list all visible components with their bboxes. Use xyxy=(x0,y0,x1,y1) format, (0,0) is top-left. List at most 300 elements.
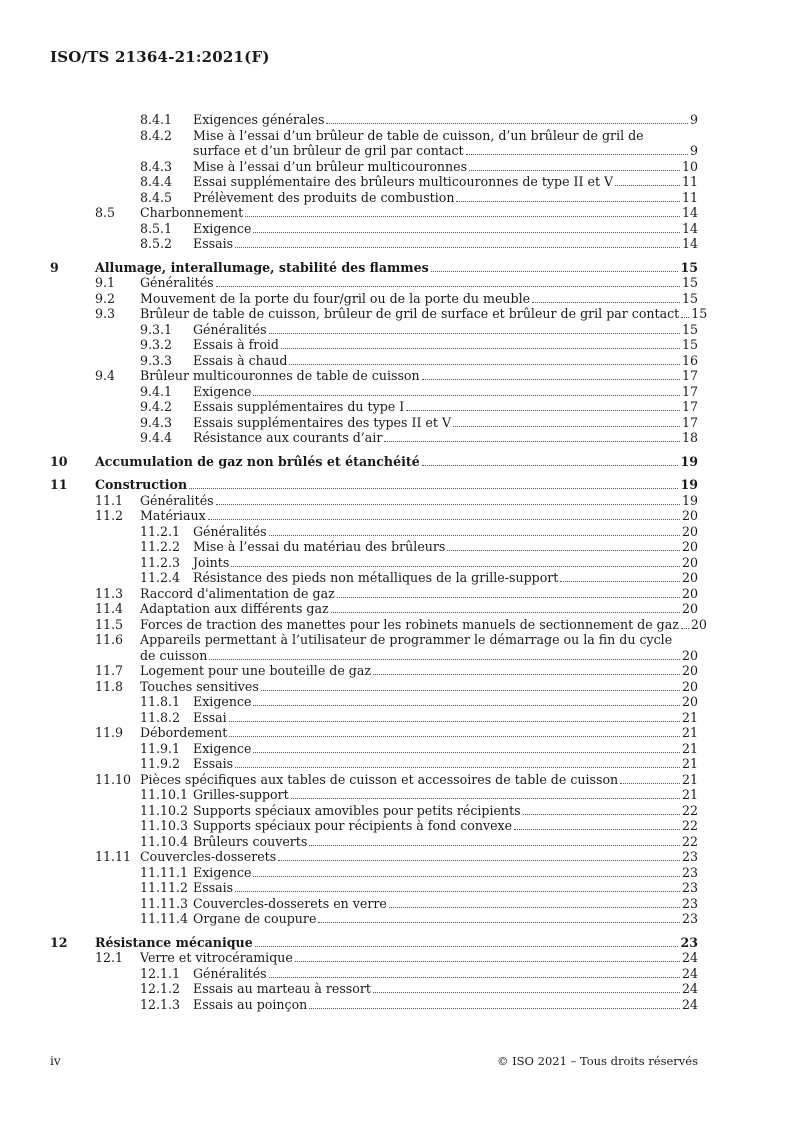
toc-entry-number: 11.10.1 xyxy=(140,787,189,802)
toc-leader-dots xyxy=(253,743,680,753)
toc-entry-number: 9.2 xyxy=(95,290,116,306)
toc-entry[interactable] xyxy=(0,880,793,896)
toc-entry-page: 21 xyxy=(681,756,698,771)
toc-entry-number: 11.5 xyxy=(95,616,124,632)
toc-entry-number: 11.6 xyxy=(95,632,124,647)
toc-entry-content xyxy=(140,306,708,322)
toc-entry-title: Accumulation de gaz non brûlés et étanchéité xyxy=(95,453,420,469)
toc-entry-content xyxy=(193,741,698,757)
toc-entry[interactable] xyxy=(0,632,793,648)
toc-entry-title: Généralités xyxy=(140,275,214,290)
toc-entry[interactable] xyxy=(0,190,793,206)
toc-entry-content xyxy=(193,555,698,571)
toc-entry-title: Essais xyxy=(193,756,234,771)
toc-entry-title: Exigence xyxy=(193,220,252,236)
toc-leader-dots xyxy=(235,882,680,892)
toc-entry-title: Supports spéciaux amovibles pour petits récipients xyxy=(193,802,521,818)
toc-leader-dots xyxy=(447,541,680,551)
toc-leader-dots xyxy=(309,836,680,846)
toc-entry-page: 20 xyxy=(681,601,698,616)
toc-entry-number: 11.8 xyxy=(95,678,124,694)
toc-entry-title: Mise à l’essai d’un brûleur multicouronnes xyxy=(193,158,468,174)
toc-entry-content xyxy=(193,966,698,982)
toc-entry[interactable] xyxy=(0,818,793,834)
toc-entry[interactable] xyxy=(0,128,793,144)
toc-entry[interactable] xyxy=(0,803,793,819)
toc-entry-content xyxy=(193,818,698,834)
toc-entry-page: 22 xyxy=(681,802,698,818)
toc-entry-content xyxy=(193,384,698,400)
toc-entry-title: Exigence xyxy=(193,864,252,880)
toc-entry-content xyxy=(193,896,698,912)
toc-leader-dots xyxy=(456,192,680,202)
toc-leader-dots xyxy=(253,223,680,233)
toc-entry[interactable] xyxy=(0,694,793,710)
toc-leader-dots xyxy=(469,161,680,171)
toc-entry-content xyxy=(140,632,698,648)
toc-entry-number: 11.10.3 xyxy=(140,818,189,833)
toc-entry-number: 11.11.3 xyxy=(140,895,189,911)
toc-leader-dots xyxy=(389,898,680,908)
toc-entry-title: Essais à chaud xyxy=(193,352,288,368)
toc-entry-page: 24 xyxy=(681,996,698,1012)
toc-entry-content xyxy=(140,950,698,966)
toc-entry[interactable] xyxy=(0,337,793,353)
toc-entry-page: 23 xyxy=(681,864,698,880)
toc-entry-content xyxy=(193,399,698,415)
toc-entry-content xyxy=(140,368,698,384)
toc-entry-content xyxy=(193,865,698,881)
toc-entry-number: 12.1.1 xyxy=(140,965,181,981)
toc-entry-page: 21 xyxy=(681,787,698,802)
toc-entry-title: Adaptation aux différents gaz xyxy=(140,601,329,616)
toc-entry-title: Généralités xyxy=(193,321,267,337)
toc-entry-content xyxy=(140,849,698,865)
toc-leader-dots xyxy=(318,913,680,923)
toc-entry-number: 9.4.1 xyxy=(140,383,173,399)
toc-entry[interactable] xyxy=(0,454,793,470)
toc-entry[interactable] xyxy=(0,586,793,602)
toc-entry[interactable] xyxy=(0,260,793,276)
toc-leader-dots xyxy=(309,999,680,1009)
toc-entry-content xyxy=(140,679,698,695)
toc-entry-page: 20 xyxy=(681,554,698,570)
toc-entry-page: 10 xyxy=(681,158,698,174)
toc-entry-content xyxy=(140,663,698,679)
toc-entry-content xyxy=(193,337,698,353)
toc-entry[interactable] xyxy=(0,205,793,221)
toc-entry-page: 18 xyxy=(681,430,698,445)
toc-leader-dots xyxy=(278,851,680,861)
toc-leader-dots xyxy=(216,277,680,287)
toc-entry-content xyxy=(193,834,698,850)
toc-entry[interactable] xyxy=(0,849,793,865)
toc-entry-page: 11 xyxy=(681,189,698,205)
toc-entry-title: Charbonnement xyxy=(140,205,244,220)
toc-entry-page: 20 xyxy=(681,523,698,539)
toc-leader-dots xyxy=(431,262,679,272)
toc-entry[interactable] xyxy=(0,174,793,190)
toc-entry-number: 11.11.1 xyxy=(140,864,189,880)
toc-entry-number: 9.1 xyxy=(95,275,116,290)
toc-entry-number: 11.11.4 xyxy=(140,911,189,926)
toc-entry-content xyxy=(193,430,698,446)
toc-entry-title: Construction xyxy=(95,477,188,492)
toc-entry-content xyxy=(95,477,698,493)
toc-entry[interactable] xyxy=(0,601,793,617)
toc-entry[interactable] xyxy=(0,508,793,524)
toc-entry-page: 15 xyxy=(681,275,698,290)
toc-leader-dots xyxy=(253,696,680,706)
toc-leader-dots xyxy=(235,758,680,768)
toc-entry-content xyxy=(193,322,698,338)
toc-entry-title: surface et d’un brûleur de gril par contact xyxy=(193,143,464,158)
toc-entry-content xyxy=(193,570,698,586)
toc-leader-dots xyxy=(681,308,689,318)
toc-entry-number: 11.7 xyxy=(95,663,124,678)
toc-entry[interactable] xyxy=(0,966,793,982)
toc-leader-dots xyxy=(189,479,678,489)
toc-entry-content xyxy=(140,275,698,291)
toc-entry[interactable] xyxy=(0,353,793,369)
toc-entry[interactable] xyxy=(0,430,793,446)
toc-leader-dots xyxy=(422,370,680,380)
toc-entry-number: 12 xyxy=(50,934,68,950)
toc-entry[interactable] xyxy=(0,384,793,400)
toc-entry-content xyxy=(140,586,698,602)
toc-entry[interactable] xyxy=(0,415,793,431)
toc-entry-page: 20 xyxy=(681,663,698,678)
toc-entry-title: Couvercles-dosserets en verre xyxy=(193,895,387,911)
toc-entry-page: 20 xyxy=(681,570,698,585)
toc-entry[interactable] xyxy=(0,865,793,881)
toc-entry-title: Essais xyxy=(193,236,234,251)
toc-entry-title: Essais supplémentaires du type I xyxy=(193,399,405,414)
toc-entry-title: Essai xyxy=(193,709,227,725)
toc-entry-page: 20 xyxy=(681,508,698,523)
toc-entry-content xyxy=(193,694,698,710)
toc-entry[interactable] xyxy=(0,950,793,966)
toc-leader-dots xyxy=(331,603,680,613)
toc-entry[interactable] xyxy=(0,663,793,679)
toc-entry-content xyxy=(193,159,698,175)
toc-leader-dots xyxy=(229,712,680,722)
toc-entry-number: 11.2 xyxy=(95,508,124,523)
toc-entry-title: Allumage, interallumage, stabilité des flammes xyxy=(95,259,429,275)
toc-leader-dots xyxy=(208,510,680,520)
toc-leader-dots xyxy=(337,588,680,598)
toc-entry[interactable] xyxy=(0,221,793,237)
toc-entry-title: Généralités xyxy=(140,492,214,508)
toc-leader-dots xyxy=(615,176,680,186)
toc-leader-dots xyxy=(620,774,680,784)
toc-entry-page: 16 xyxy=(681,352,698,368)
toc-entry-number: 8.4.3 xyxy=(140,158,173,174)
toc-entry-number: 11 xyxy=(50,477,68,492)
toc-entry-title: Résistance mécanique xyxy=(95,934,253,950)
toc-entry-page: 22 xyxy=(681,818,698,833)
toc-entry[interactable] xyxy=(0,291,793,307)
toc-entry-page: 15 xyxy=(680,259,698,275)
toc-leader-dots xyxy=(532,293,680,303)
toc-entry-content xyxy=(193,236,698,252)
toc-entry-title: Appareils permettant à l’utilisateur de programmer le démarrage ou la fin du cycle xyxy=(140,632,673,647)
toc-leader-dots xyxy=(231,557,680,567)
toc-entry-number: 9.4 xyxy=(95,368,116,383)
toc-entry-number: 9.3.2 xyxy=(140,337,173,352)
toc-entry-page: 17 xyxy=(681,399,698,414)
toc-entry-content xyxy=(140,601,698,617)
toc-leader-dots xyxy=(373,983,680,993)
toc-entry-content xyxy=(95,935,698,951)
toc-entry-title: Supports spéciaux pour récipients à fond convexe xyxy=(193,818,513,833)
toc-entry[interactable] xyxy=(0,306,793,322)
toc-entry-page: 20 xyxy=(681,694,698,709)
toc-entry-page: 15 xyxy=(681,337,698,352)
toc-entry-number: 8.4.2 xyxy=(140,127,173,143)
toc-leader-dots xyxy=(216,495,680,505)
toc-entry-title: de cuisson xyxy=(140,647,208,663)
toc-leader-dots xyxy=(326,114,688,124)
toc-entry-number: 9.3.3 xyxy=(140,352,173,368)
toc-entry-number: 9.3 xyxy=(95,306,116,321)
toc-entry-number: 9.4.3 xyxy=(140,414,173,430)
toc-entry-title: Couvercles-dosserets xyxy=(140,849,277,864)
toc-leader-dots xyxy=(229,727,680,737)
toc-entry[interactable] xyxy=(0,725,793,741)
toc-entry-number: 9.4.4 xyxy=(140,430,173,445)
toc-entry[interactable] xyxy=(0,981,793,997)
toc-entry[interactable] xyxy=(0,710,793,726)
toc-entry-page: 23 xyxy=(681,911,698,926)
toc-entry[interactable] xyxy=(0,896,793,912)
toc-entry-page: 15 xyxy=(691,306,708,321)
toc-entry-page: 19 xyxy=(680,453,698,469)
toc-entry[interactable] xyxy=(0,756,793,772)
toc-entry-content xyxy=(140,648,698,664)
toc-entry[interactable] xyxy=(0,935,793,951)
toc-entry[interactable] xyxy=(0,143,793,159)
toc-entry-title: Forces de traction des manettes pour les robinets manuels de sectionnement de gaz xyxy=(140,616,679,632)
toc-entry[interactable] xyxy=(0,741,793,757)
toc-entry-content xyxy=(140,205,698,221)
toc-entry[interactable] xyxy=(0,159,793,175)
toc-entry-title: Mise à l’essai du matériau des brûleurs xyxy=(193,539,446,554)
toc-entry[interactable] xyxy=(0,772,793,788)
toc-entry-number: 11.9.2 xyxy=(140,756,181,771)
toc-entry-page: 15 xyxy=(681,321,698,337)
toc-leader-dots xyxy=(253,386,680,396)
toc-entry[interactable] xyxy=(0,368,793,384)
toc-entry[interactable] xyxy=(0,493,793,509)
toc-entry-content xyxy=(140,725,698,741)
toc-leader-dots xyxy=(269,324,680,334)
toc-entry-content xyxy=(193,787,698,803)
toc-entry-number: 12.1 xyxy=(95,950,124,965)
toc-leader-dots xyxy=(261,681,680,691)
toc-entry-title: Débordement xyxy=(140,725,228,740)
toc-entry-page: 20 xyxy=(681,585,698,601)
toc-entry[interactable] xyxy=(0,112,793,128)
toc-entry-number: 9.4.2 xyxy=(140,399,173,414)
toc-entry-title: Exigence xyxy=(193,740,252,756)
toc-entry-page: 21 xyxy=(681,771,698,787)
toc-entry-content xyxy=(193,221,698,237)
toc-entry-number: 11.2.2 xyxy=(140,539,181,554)
toc-entry-page: 24 xyxy=(681,965,698,981)
toc-entry[interactable] xyxy=(0,617,793,633)
toc-entry-content xyxy=(95,454,698,470)
toc-entry[interactable] xyxy=(0,997,793,1013)
toc-entry-title: Essais au poinçon xyxy=(193,996,308,1012)
toc-entry-number: 9.3.1 xyxy=(140,321,173,337)
toc-entry[interactable] xyxy=(0,834,793,850)
toc-entry-title: Brûleurs couverts xyxy=(193,833,308,849)
document-header-id: ISO/TS 21364-21:2021(F) xyxy=(50,48,270,66)
toc-entry-number: 11.8.2 xyxy=(140,709,181,725)
toc-entry[interactable] xyxy=(0,787,793,803)
toc-leader-dots xyxy=(453,417,680,427)
toc-entry-content xyxy=(140,493,698,509)
toc-entry[interactable] xyxy=(0,399,793,415)
toc-leader-dots xyxy=(523,805,680,815)
toc-entry-title: Généralités xyxy=(193,965,267,981)
toc-entry-title: Touches sensitives xyxy=(140,678,259,694)
toc-entry-page: 19 xyxy=(681,492,698,508)
toc-entry[interactable] xyxy=(0,648,793,664)
toc-entry-number: 11.11.2 xyxy=(140,880,189,895)
toc-entry-page: 23 xyxy=(681,880,698,895)
toc-leader-dots xyxy=(269,526,680,536)
toc-entry[interactable] xyxy=(0,322,793,338)
footer-page-number: iv xyxy=(50,1054,61,1068)
toc-entry-title: Logement pour une bouteille de gaz xyxy=(140,663,372,678)
toc-entry-title: Essais à froid xyxy=(193,337,279,352)
toc-entry-content xyxy=(140,616,707,633)
toc-entry-content xyxy=(193,756,698,772)
toc-leader-dots xyxy=(253,867,680,877)
toc-entry-page: 20 xyxy=(690,616,707,632)
toc-entry[interactable] xyxy=(0,555,793,571)
toc-entry-title: Essais au marteau à ressort xyxy=(193,981,371,996)
toc-entry-content xyxy=(140,508,698,524)
toc-entry[interactable] xyxy=(0,911,793,927)
toc-entry-title: Joints xyxy=(193,554,230,570)
toc-entry-content xyxy=(193,539,698,555)
toc-entry-content xyxy=(193,997,698,1013)
toc-entry[interactable] xyxy=(0,477,793,493)
toc-entry-content xyxy=(193,911,698,927)
toc-entry-number: 8.5 xyxy=(95,205,116,220)
toc-leader-dots xyxy=(422,456,679,466)
toc-entry-title: Mouvement de la porte du four/gril ou de la porte du meuble xyxy=(140,290,531,306)
toc-entry[interactable] xyxy=(0,679,793,695)
toc-leader-dots xyxy=(235,238,680,248)
toc-leader-dots xyxy=(560,572,680,582)
toc-entry-page: 17 xyxy=(681,383,698,399)
toc-entry-title: Grilles-support xyxy=(193,787,289,802)
toc-entry-title: Brûleur de table de cuisson, brûleur de gril de surface et brûleur de gril par contact xyxy=(140,306,680,321)
toc-leader-dots xyxy=(466,145,688,155)
toc-entry-number: 11.9.1 xyxy=(140,740,181,756)
toc-entry-title: Exigence xyxy=(193,694,252,709)
toc-entry-number: 11.3 xyxy=(95,585,124,601)
footer-copyright: © ISO 2021 – Tous droits réservés xyxy=(496,1054,698,1068)
toc-entry-title: Résistance des pieds non métalliques de la grille-support xyxy=(193,570,559,585)
toc-entry-number: 11.4 xyxy=(95,601,124,616)
toc-entry-title: Organe de coupure xyxy=(193,911,317,926)
toc-entry-title: Verre et vitrocéramique xyxy=(140,950,293,965)
toc-entry-number: 8.4.5 xyxy=(140,189,173,205)
toc-entry-number: 8.5.2 xyxy=(140,236,173,251)
table-of-contents xyxy=(0,112,793,1012)
toc-entry-content xyxy=(193,803,698,819)
toc-entry[interactable] xyxy=(0,275,793,291)
toc-entry-content xyxy=(193,353,698,369)
toc-entry-content xyxy=(193,190,698,206)
toc-leader-dots xyxy=(281,339,680,349)
toc-entry-page: 11 xyxy=(681,174,698,189)
toc-entry-title: Généralités xyxy=(193,523,267,539)
toc-entry-content xyxy=(193,880,698,896)
toc-entry[interactable] xyxy=(0,524,793,540)
toc-entry[interactable] xyxy=(0,570,793,586)
toc-entry-page: 9 xyxy=(689,112,698,127)
toc-entry-title: Matériaux xyxy=(140,508,206,523)
toc-entry-page: 14 xyxy=(681,220,698,236)
toc-leader-dots xyxy=(209,650,680,660)
toc-entry-title: Exigences générales xyxy=(193,112,325,127)
toc-entry-number: 11.9 xyxy=(95,725,124,740)
toc-leader-dots xyxy=(514,820,680,830)
toc-entry[interactable] xyxy=(0,236,793,252)
toc-entry-number: 11.10.4 xyxy=(140,833,189,849)
toc-entry-page: 23 xyxy=(680,934,698,950)
toc-leader-dots xyxy=(295,952,680,962)
toc-entry-number: 11.1 xyxy=(95,492,124,508)
toc-entry-content xyxy=(95,260,698,276)
toc-entry-title: Essais xyxy=(193,880,234,895)
toc-entry-page: 23 xyxy=(681,849,698,864)
toc-entry-number: 11.2.4 xyxy=(140,570,181,585)
toc-entry-page: 20 xyxy=(681,647,698,663)
toc-entry-page: 15 xyxy=(681,290,698,306)
toc-entry-title: Pièces spécifiques aux tables de cuisson et accessoires de table de cuisson xyxy=(140,771,619,787)
toc-entry-number: 8.5.1 xyxy=(140,220,173,236)
toc-leader-dots xyxy=(269,968,680,978)
toc-leader-dots xyxy=(681,619,689,629)
toc-leader-dots xyxy=(255,937,679,947)
toc-leader-dots xyxy=(373,665,680,675)
toc-entry-number: 11.2.1 xyxy=(140,523,181,539)
toc-entry-content xyxy=(193,710,698,726)
toc-entry-page: 24 xyxy=(681,950,698,965)
toc-entry-title: Brûleur multicouronnes de table de cuisson xyxy=(140,368,420,383)
toc-entry-page: 20 xyxy=(681,539,698,554)
toc-entry-number: 8.4.4 xyxy=(140,174,173,189)
toc-entry-number: 12.1.3 xyxy=(140,996,181,1012)
toc-entry-title: Mise à l’essai d’un brûleur de table de cuisson, d’un brûleur de gril de xyxy=(193,127,644,143)
toc-entry-title: Essais supplémentaires des types II et V xyxy=(193,414,452,430)
toc-entry-page: 21 xyxy=(681,740,698,756)
toc-entry-title: Essai supplémentaire des brûleurs multicouronnes de type II et V xyxy=(193,174,614,189)
toc-leader-dots xyxy=(289,355,679,365)
toc-entry-number: 11.8.1 xyxy=(140,694,181,709)
toc-entry-content xyxy=(140,291,698,307)
toc-entry[interactable] xyxy=(0,539,793,555)
toc-entry-number: 11.10 xyxy=(95,771,132,787)
toc-entry-page: 23 xyxy=(681,895,698,911)
